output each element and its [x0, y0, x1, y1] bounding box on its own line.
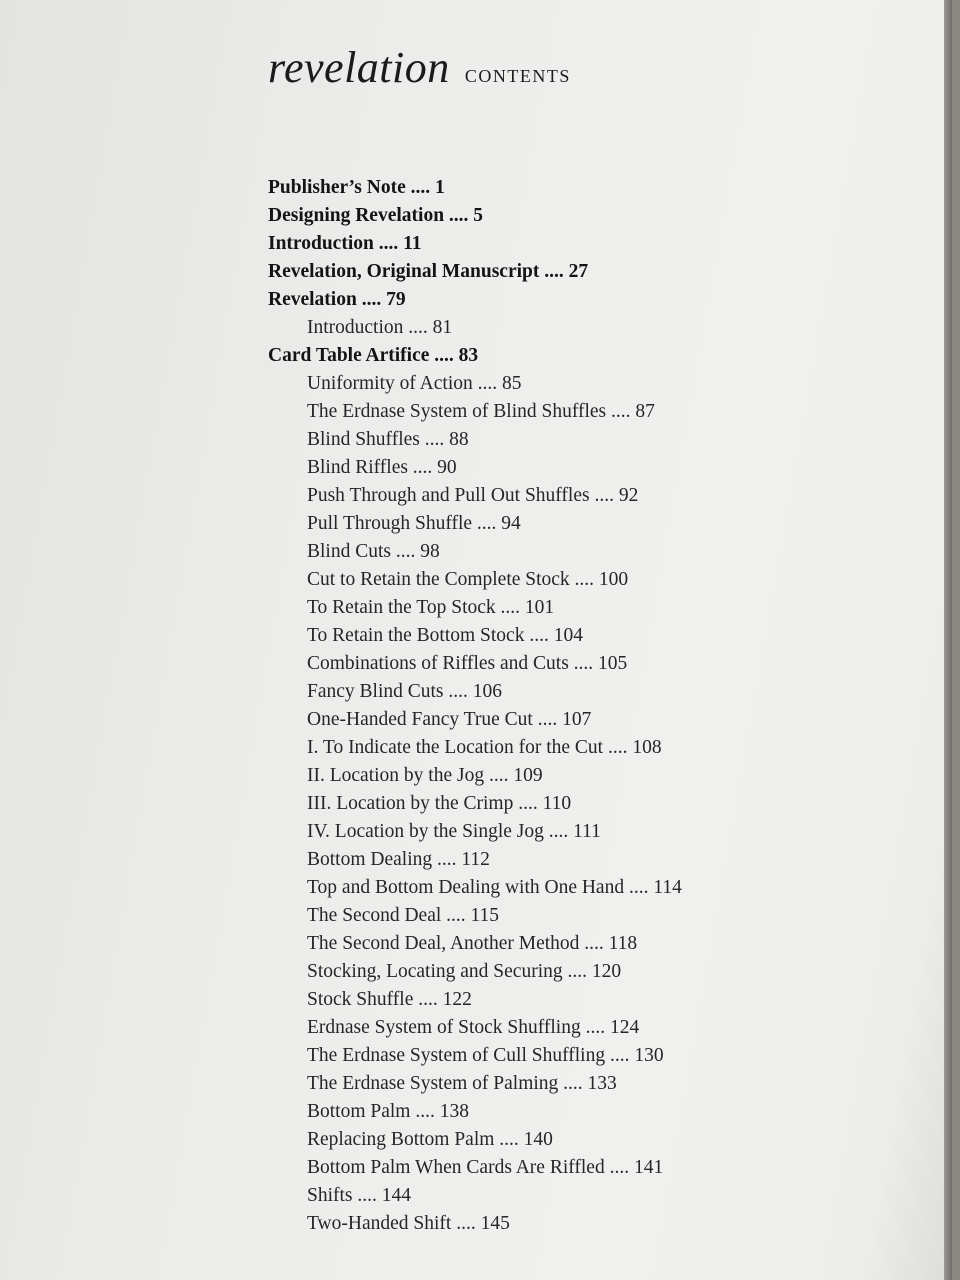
contents-heading	[268, 42, 571, 93]
toc-subsection-entry: The Erdnase System of Cull Shuffling .... 130	[307, 1045, 664, 1066]
toc-subsection-entry: Blind Cuts .... 98	[307, 541, 440, 562]
toc-subsection-entry: One-Handed Fancy True Cut .... 107	[307, 709, 592, 730]
toc-subsection-entry: Bottom Palm When Cards Are Riffled .... 141	[307, 1157, 664, 1178]
toc-subsection-entry: Pull Through Shuffle .... 94	[307, 513, 521, 534]
toc-subsection-entry: I. To Indicate the Location for the Cut .... 108	[307, 737, 662, 758]
toc-subsection-entry: The Second Deal, Another Method .... 118	[307, 933, 638, 954]
toc-subsection-entry: To Retain the Bottom Stock .... 104	[307, 625, 583, 646]
book-title: revelation	[268, 43, 450, 92]
toc-subsection-entry: Replacing Bottom Palm .... 140	[307, 1129, 553, 1150]
toc-subsection-entry: To Retain the Top Stock .... 101	[307, 597, 555, 618]
toc-section-entry: Revelation, Original Manuscript .... 27	[268, 261, 589, 282]
toc-subsection-entry: Push Through and Pull Out Shuffles .... 92	[307, 485, 639, 506]
toc-subsection-entry: Bottom Dealing .... 112	[307, 849, 490, 870]
toc-subsection-entry: Erdnase System of Stock Shuffling .... 124	[307, 1017, 640, 1038]
toc-subsection-entry: The Second Deal .... 115	[307, 905, 500, 926]
toc-subsection-entry: IV. Location by the Single Jog .... 111	[307, 821, 601, 842]
toc-subsection-entry: Combinations of Riffles and Cuts .... 105	[307, 653, 628, 674]
toc-subsection-entry: Bottom Palm .... 138	[307, 1101, 469, 1122]
toc-subsection-entry: The Erdnase System of Blind Shuffles .... 87	[307, 401, 655, 422]
toc-subsection-entry: III. Location by the Crimp .... 110	[307, 793, 572, 814]
toc-subsection-entry: Two-Handed Shift .... 145	[307, 1213, 510, 1234]
toc-subsection-entry: Fancy Blind Cuts .... 106	[307, 681, 503, 702]
toc-section-entry: Introduction .... 11	[268, 233, 422, 254]
toc-subsection-entry: Cut to Retain the Complete Stock .... 100	[307, 569, 629, 590]
toc-section-entry: Revelation .... 79	[268, 289, 406, 310]
toc-subsection-entry: Stocking, Locating and Securing .... 120	[307, 961, 622, 982]
toc-subsection-entry: Top and Bottom Dealing with One Hand .... 114	[307, 877, 682, 898]
page-edge	[944, 0, 952, 1280]
toc-subsection-entry: Blind Shuffles .... 88	[307, 429, 469, 450]
table-of-contents	[268, 174, 682, 1238]
toc-subsection-entry: Stock Shuffle .... 122	[307, 989, 472, 1010]
toc-subsection-entry: Uniformity of Action .... 85	[307, 373, 522, 394]
toc-subsection-entry: The Erdnase System of Palming .... 133	[307, 1073, 617, 1094]
toc-subsection-entry: Introduction .... 81	[307, 317, 453, 338]
toc-section-entry: Publisher’s Note .... 1	[268, 177, 445, 198]
toc-subsection-entry: II. Location by the Jog .... 109	[307, 765, 543, 786]
contents-label: contents	[464, 61, 571, 88]
toc-subsection-entry: Blind Riffles .... 90	[307, 457, 457, 478]
toc-section-entry: Card Table Artifice .... 83	[268, 345, 479, 366]
toc-subsection-entry: Shifts .... 144	[307, 1185, 412, 1206]
toc-section-entry: Designing Revelation .... 5	[268, 205, 484, 226]
